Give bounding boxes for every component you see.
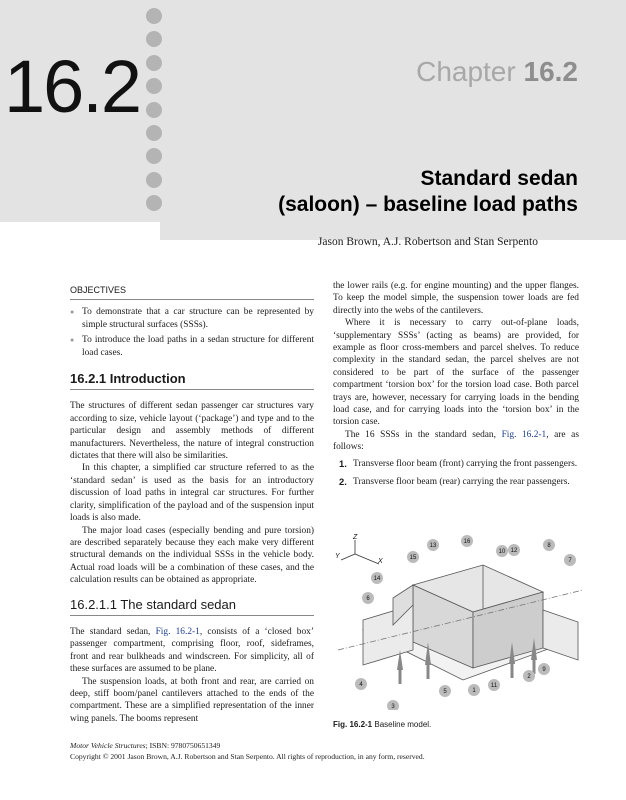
svg-text:10: 10 <box>498 549 506 555</box>
callout <box>508 544 520 556</box>
svg-text:11: 11 <box>490 683 498 689</box>
intro-paragraph: The structures of different sedan passenger car structures vary according to size, vehicle layout (‘package’) and type and to the particular design and assembly methods of different manufacturers. Nevertheless, the nature of integral construction dictates that there will also be similarities. <box>70 401 314 462</box>
axis-label: X <box>378 558 383 565</box>
dot-icon <box>146 102 162 118</box>
section-heading-standard-sedan: 16.2.1.1 The standard sedan <box>70 599 314 616</box>
load-arrow-shaft <box>399 670 402 684</box>
right-column <box>333 280 579 495</box>
axis-label: Y <box>335 553 340 560</box>
callout <box>407 551 419 563</box>
chapter-title <box>158 166 578 218</box>
figure-link[interactable]: Fig. 16.2-1 <box>501 429 547 440</box>
callout <box>427 539 439 551</box>
svg-text:7: 7 <box>568 558 572 564</box>
dot-icon <box>146 55 162 71</box>
callout <box>355 678 367 690</box>
chapter-word: Chapter <box>416 56 516 87</box>
sss-list-item: 1. Transverse floor beam (front) carrying the front passengers. <box>339 457 578 469</box>
chapter-big-number: 16.2 <box>4 45 141 128</box>
callout <box>468 684 480 696</box>
baseline-model-figure <box>333 530 585 710</box>
figure-link[interactable]: Fig. 16.2-1 <box>155 626 200 637</box>
callout <box>488 679 500 691</box>
objectives-list <box>70 306 314 359</box>
load-arrow-shaft <box>427 665 430 679</box>
callout <box>362 592 374 604</box>
svg-text:12: 12 <box>510 548 518 554</box>
rear-cantilever <box>543 610 578 660</box>
objectives-heading: OBJECTIVES <box>70 284 314 300</box>
sss-list-item: 2. Transverse floor beam (rear) carrying the rear passengers. <box>339 476 570 488</box>
figure-caption-label: Fig. 16.2-1 <box>333 720 373 729</box>
callout <box>461 535 473 547</box>
copyright: Copyright © 2001 Jason Brown, A.J. Robertson and Stan Serpento. All rights of reproduction, in any form, reserved. <box>70 752 425 761</box>
load-arrow-shaft <box>511 664 514 678</box>
section-heading-introduction: 16.2.1 Introduction <box>70 373 314 390</box>
objective-item: ● To demonstrate that a car structure can be represented by simple structural surfaces (SSSs). <box>70 306 314 331</box>
callout <box>538 663 550 675</box>
callout <box>439 685 451 697</box>
chapter-number: 16.2 <box>523 56 578 87</box>
sedan-paragraph: The standard sedan, Fig. 16.2-1, consists of a ‘closed box’ passenger compartment, comprising floor, roof, sideframes, front and rear bulkheads and windscreen. For simplicity, all of these surfaces are assumed to be plane. <box>70 626 314 675</box>
callout <box>543 539 555 551</box>
figure-caption <box>333 720 431 729</box>
title-line-2: (saloon) – baseline load paths <box>278 193 578 216</box>
sedan-paragraph: The suspension loads, at both front and rear, are carried on deep, stiff boom/panel cantilevers attached to the ends of the compartment. These are a simplified representation of the inner wing panels. The booms represent <box>70 676 314 724</box>
svg-text:2: 2 <box>527 674 531 680</box>
svg-text:6: 6 <box>366 596 370 602</box>
svg-text:16: 16 <box>463 539 471 545</box>
svg-text:8: 8 <box>547 543 551 549</box>
callout <box>371 572 383 584</box>
dot-icon <box>146 148 162 164</box>
svg-text:15: 15 <box>409 555 417 561</box>
header-notch <box>0 222 160 242</box>
intro-paragraph: The major load cases (especially bending and pure torsion) are described separately because they each make very different structural demands on the individual SSSs in the vehicle body. Actual road loads will be a combination of these cases, and the calculation results can be obtained as appropriate. <box>70 525 314 586</box>
svg-text:1: 1 <box>472 688 476 694</box>
title-line-1: Standard sedan <box>420 167 578 190</box>
callout <box>564 554 576 566</box>
svg-text:9: 9 <box>542 667 546 673</box>
body-paragraph: the lower rails (e.g. for engine mounting) and the upper flanges. To keep the model simple, the suspension tower loads are fed directly into the webs of the cantilevers. <box>333 281 579 316</box>
svg-text:14: 14 <box>373 576 381 582</box>
chapter-label <box>416 56 578 88</box>
dot-icon <box>146 31 162 47</box>
svg-text:13: 13 <box>429 543 437 549</box>
dot-icon <box>146 125 162 141</box>
sss-list <box>333 458 579 489</box>
figure-caption-text: Baseline model. <box>374 720 432 729</box>
book-reference: Motor Vehicle Structures; ISBN: 9780750651349 <box>70 741 221 750</box>
callout <box>523 670 535 682</box>
callout <box>496 545 508 557</box>
dot-icon <box>146 8 162 24</box>
dot-icon <box>146 78 162 94</box>
svg-text:4: 4 <box>359 682 363 688</box>
axis-label: Z <box>353 534 358 541</box>
intro-paragraph: In this chapter, a simplified car structure referred to as the ‘standard sedan’ is used as the basis for an introductory discussion of load paths in integral car structures. For further clarity, simplification of the payload and of the suspension input loads is also made. <box>70 463 314 524</box>
left-column <box>70 280 314 725</box>
body-paragraph: The 16 SSSs in the standard sedan, Fig. 16.2-1, are as follows: <box>333 429 579 453</box>
page-footer <box>70 740 590 762</box>
body-paragraph: Where it is necessary to carry out-of-plane loads, ‘supplementary SSSs’ (acting as beams) are provided, for example as floor cross-members and parcel shelves. To reduce complexity in the standard sedan, the parcel shelves are not considered to be part of the surface of the passenger compartment ‘torsion box’ for the torsion load case. Both parcel trays are, however, necessary for carrying loads in the bending load case, and for carrying loads into the ‘torsion box’ in the torsion case. <box>333 318 579 428</box>
objective-item: ● To introduce the load paths in a sedan structure for different load cases. <box>70 334 314 359</box>
authors: Jason Brown, A.J. Robertson and Stan Serpento <box>317 236 538 248</box>
front-cantilever <box>363 605 413 665</box>
svg-text:3: 3 <box>391 704 395 710</box>
callout <box>387 700 399 710</box>
svg-text:5: 5 <box>443 689 447 695</box>
